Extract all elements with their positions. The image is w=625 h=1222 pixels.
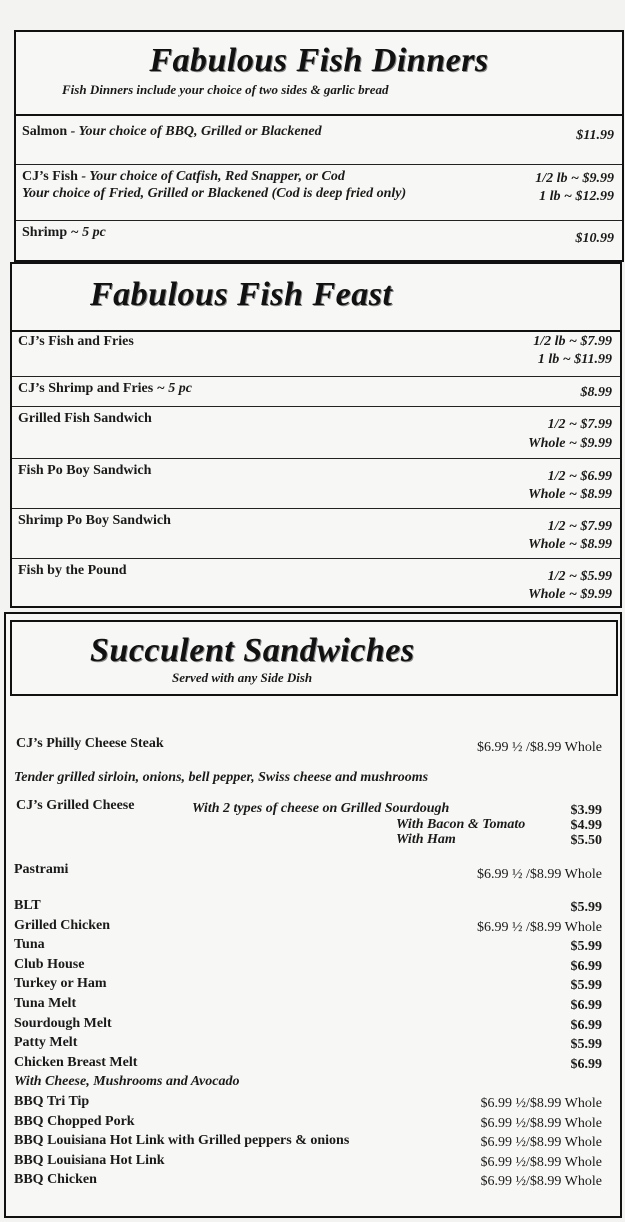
item-name: Shrimp Po Boy Sandwich [18, 513, 171, 528]
item-desc: - Your choice of Catfish, Red Snapper, or Cod [77, 169, 345, 184]
menu-row-grilled-fish-sandwich [12, 406, 620, 458]
sandwich-list-item-name: Sourdough Melt [14, 1015, 112, 1031]
sandwich-list-item-name: Chicken Breast Melt [14, 1054, 138, 1070]
sandwich-list-item-name: BBQ Louisiana Hot Link [14, 1152, 165, 1168]
item-name: Fish by the Pound [18, 563, 127, 578]
sandwich-list-item-price: $6.99 ½ /$8.99 Whole [477, 919, 602, 935]
item-name-philly: CJ’s Philly Cheese Steak [16, 736, 164, 751]
item-price-half: 1/2 ~ $5.99 [547, 569, 612, 584]
item-price-whole: 1 lb ~ $11.99 [537, 352, 612, 367]
sandwich-list-item-name: BBQ Chopped Pork [14, 1113, 135, 1129]
item-desc: ~ 5 pc [153, 381, 192, 396]
item-desc: - Your choice of BBQ, Grilled or Blackened [67, 124, 322, 139]
sandwich-list-item-price: $6.99 ½/$8.99 Whole [480, 1115, 602, 1131]
sandwich-list-item-price: $6.99 ½/$8.99 Whole [480, 1096, 602, 1111]
menu-row-fish-po-boy [12, 458, 620, 508]
item-price: $8.99 [580, 385, 612, 400]
menu-row-shrimp [16, 220, 622, 260]
menu-row-salmon [16, 116, 622, 164]
menu-row-fish-and-fries [12, 332, 620, 376]
menu-row-shrimp-and-fries [12, 376, 620, 406]
item-price-half: 1/2 lb ~ $7.99 [533, 334, 612, 349]
item-desc-line2: Your choice of Fried, Grilled or Blackened (Cod is deep fried only) [22, 186, 407, 201]
grilled-cheese-option-2: With Bacon & Tomato [396, 817, 526, 832]
item-name: Shrimp [22, 225, 68, 240]
fish-dinners-header [16, 32, 622, 116]
item-name: Grilled Fish Sandwich [18, 411, 152, 426]
item-desc-philly: Tender grilled sirloin, onions, bell pepper, Swiss cheese and mushrooms [14, 770, 429, 785]
menu-row-cjs-fish [16, 164, 622, 220]
sandwich-list-item-price: $6.99 [570, 958, 602, 974]
item-name-pastrami: Pastrami [14, 862, 69, 877]
item-name: CJ’s Fish [22, 169, 78, 184]
sandwich-list-item-name: BBQ Chicken [14, 1172, 97, 1188]
section-title: Succulent Sandwiches [90, 632, 415, 669]
sandwich-list-item-price: $5.99 [570, 900, 602, 915]
item-price-half: 1/2 ~ $7.99 [547, 417, 612, 432]
sandwiches-header [10, 620, 618, 696]
grilled-cheese-price-1: $3.99 [570, 803, 602, 818]
item-name: CJ’s Shrimp and Fries [18, 381, 154, 396]
item-price-half: 1/2 ~ $7.99 [547, 519, 612, 534]
sandwich-list-item-name: Club House [14, 956, 85, 972]
item-price-half: 1/2 ~ $6.99 [547, 469, 612, 484]
sandwich-list-item-price: $6.99 ½/$8.99 Whole [480, 1135, 602, 1151]
section-title: Fabulous Fish Feast [90, 276, 393, 313]
section-subtitle: Fish Dinners include your choice of two sides & garlic bread [62, 82, 389, 97]
sandwich-list-item-price: $6.99 [570, 998, 602, 1013]
item-desc: ~ 5 pc [67, 225, 106, 240]
sandwich-list-item-name: Grilled Chicken [14, 917, 111, 933]
sandwich-list-item-price: $6.99 ½/$8.99 Whole [480, 1174, 602, 1190]
item-price-half: 1/2 lb ~ $9.99 [535, 171, 614, 186]
item-price-whole: Whole ~ $9.99 [528, 587, 612, 602]
sandwich-list-item-name: Patty Melt [14, 1035, 78, 1051]
sandwich-list-item-name: Tuna Melt [14, 996, 77, 1011]
sandwich-list-item-name: BBQ Louisiana Hot Link with Grilled peppers & onions [14, 1133, 350, 1149]
sandwich-list-item-price: $6.99 [570, 1056, 602, 1072]
item-name: Fish Po Boy Sandwich [18, 463, 152, 478]
sandwich-list-item-name: With Cheese, Mushrooms and Avocado [14, 1074, 240, 1090]
menu-row-fish-by-pound [12, 558, 620, 608]
item-price-whole: 1 lb ~ $12.99 [539, 189, 614, 204]
item-price-whole: Whole ~ $9.99 [528, 436, 612, 451]
sandwich-list-item-name: BLT [14, 898, 41, 913]
fish-feast-header [12, 264, 620, 332]
item-price-whole: Whole ~ $8.99 [528, 487, 612, 502]
sandwich-list-item-price: $5.99 [570, 978, 602, 994]
grilled-cheese-price-3: $5.50 [570, 833, 602, 848]
sandwich-list-item-name: Turkey or Ham [14, 976, 107, 992]
sandwiches-section [4, 612, 622, 1218]
item-price-whole: Whole ~ $8.99 [528, 537, 612, 552]
item-price: $11.99 [576, 128, 614, 143]
section-subtitle: Served with any Side Dish [172, 670, 313, 685]
item-name: Salmon [22, 124, 68, 139]
sandwich-list-item-name: BBQ Tri Tip [14, 1094, 90, 1109]
fish-feast-section [10, 262, 622, 608]
item-name-grilled-cheese: CJ’s Grilled Cheese [16, 798, 135, 813]
fish-dinners-section [14, 30, 624, 262]
item-price: $10.99 [575, 231, 614, 246]
grilled-cheese-option-3: With Ham [396, 832, 456, 847]
sandwich-list-item-price: $5.99 [570, 1037, 602, 1053]
sandwich-list-item-price: $6.99 ½/$8.99 Whole [480, 1154, 602, 1170]
item-name: CJ’s Fish and Fries [18, 334, 134, 349]
grilled-cheese-price-2: $4.99 [570, 818, 602, 833]
menu-row-shrimp-po-boy [12, 508, 620, 558]
grilled-cheese-option-1: With 2 types of cheese on Grilled Sourdough [192, 801, 450, 816]
section-title: Fabulous Fish Dinners [149, 42, 489, 79]
item-price-pastrami: $6.99 ½ /$8.99 Whole [477, 867, 602, 882]
sandwich-list-item-price: $5.99 [570, 939, 602, 955]
sandwich-list-item-price: $6.99 [570, 1017, 602, 1033]
item-price-philly: $6.99 ½ /$8.99 Whole [477, 740, 602, 755]
sandwich-list-item-name: Tuna [14, 937, 45, 953]
